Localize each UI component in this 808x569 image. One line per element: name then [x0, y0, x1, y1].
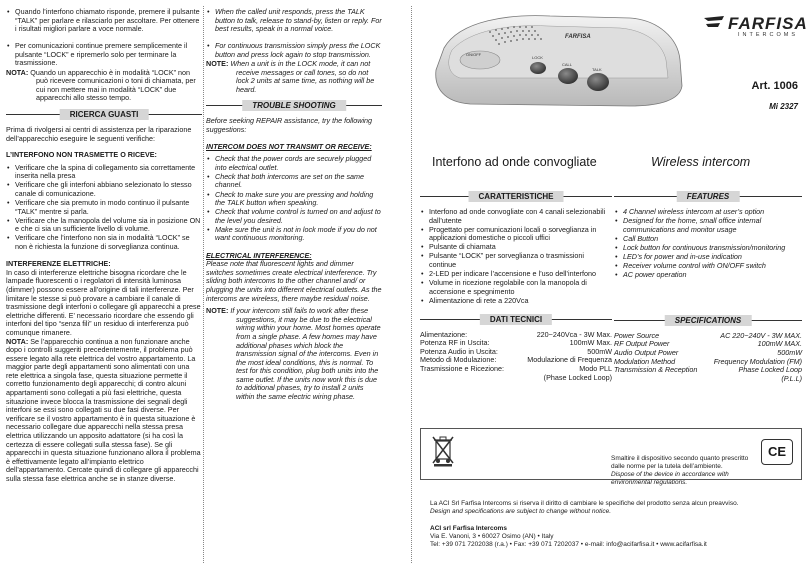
list-item: • Pulsante di chiamata	[420, 243, 612, 252]
logo-text: FARFISA	[728, 14, 808, 33]
usage-list-en	[206, 8, 382, 34]
spec-value: (Phase Locked Loop)	[543, 372, 612, 382]
checks-list-en	[206, 155, 382, 243]
table-row	[614, 375, 802, 384]
note-en	[206, 60, 382, 94]
specs-table-en	[614, 332, 802, 384]
list-item: • Per comunicazioni continue premere semplicemente il pulsante “LOCK” e ripremerlo solo per terminare la trasmissione.	[6, 42, 202, 68]
section-title: CARATTERISTICHE	[469, 191, 564, 202]
section-band-features-it	[420, 191, 612, 202]
note-text: Quando un apparecchio è in modalità “LOCK” non può ricevere comunicazioni o toni di chiamata, per cui non mettere mai in modalità “LOCK” due apparecchi allo stesso tempo.	[30, 67, 196, 103]
list-item: • For continuous transmission simply press the LOCK button and press lock again to stop transmission.	[206, 42, 382, 59]
usage-list-it-2	[6, 42, 202, 68]
column-divider	[203, 6, 204, 563]
section-band-specs-en	[614, 315, 802, 326]
section-title: FEATURES	[677, 191, 740, 202]
troubleshooting-intro-en: Before seeking REPAIR assistance, try the following suggestions:	[206, 116, 373, 134]
english-instructions-column	[206, 8, 382, 402]
section-title: TROUBLE SHOOTING	[242, 100, 346, 111]
spec-value: 100mW MAX.	[757, 339, 802, 349]
farfisa-logo	[702, 12, 808, 42]
ce-mark-icon: CE	[761, 439, 793, 465]
list-item: • Verificare che l’interfono non sia in modalità “LOCK” se non è richiesta la funzione di sorveglianza continua.	[6, 234, 202, 251]
product-title-en: Wireless intercom	[651, 155, 751, 169]
features-specs-en	[614, 185, 802, 383]
list-item: • Progettato per comunicazioni locali o sorveglianza in applicazioni domestiche o piccoli uffici	[420, 226, 612, 243]
list-item: • Check that both intercoms are set on the same channel.	[206, 173, 382, 190]
list-item: • Verificare che la manopola del volume sia in posizione ON e che ci sia un sufficiente livello di volume.	[6, 217, 202, 234]
spec-value: AC 220~240V - 3W MAX.	[720, 330, 802, 340]
spec-value: Modulazione di Frequenza	[527, 355, 612, 365]
company-address	[430, 525, 802, 549]
article-number: Art. 1006	[751, 80, 798, 92]
note-it	[6, 69, 202, 103]
spec-label: Potenza RF in Uscita:	[420, 338, 490, 348]
lock-button-illustration	[530, 62, 546, 74]
note-label: NOTA:	[6, 67, 29, 77]
list-item: • Check that volume control is turned on and adjust to the level you desired.	[206, 208, 382, 225]
list-item: • Interfono ad onde convogliate con 4 canali selezionabili dall’utente	[420, 208, 612, 225]
spec-value: Frequency Modulation (FM)	[713, 356, 802, 366]
section-band-troubleshooting-en	[206, 100, 382, 111]
list-item: • Pulsante “LOCK” per sorveglianza o trasmissioni continue	[420, 252, 612, 269]
section-title: SPECIFICATIONS	[665, 315, 752, 326]
list-item: • 2-LED per indicare l’accensione e l’uso dell’interfono	[420, 270, 612, 279]
list-item: • LED’s for power and in-use indication	[614, 253, 802, 262]
subheading-no-transmit-en: INTERCOM DOES NOT TRANSMIT OR RECEIVE:	[206, 141, 372, 151]
spec-value: 500mW	[587, 346, 612, 356]
italian-instructions-column	[6, 8, 202, 484]
intercom-device-illustration	[430, 8, 690, 108]
list-item: • Quando l’interfono chiamato risponde, premere il pulsante “TALK” per parlare e rilasciarlo per ascoltare. Per ottenere i risultati migliori parlare a voce normale.	[6, 8, 202, 34]
list-item: • When the called unit responds, press the TALK button to talk, release to stand-by, listen or reply. For best results, speak in a normal voice.	[206, 8, 382, 34]
spec-label: Trasmissione e Ricezione:	[420, 363, 505, 373]
rights-text-it: La ACI Srl Farfisa Intercoms si riserva il diritto di cambiare le specifiche del prodotto senza alcun preavviso.	[430, 500, 739, 507]
column-divider	[411, 6, 412, 563]
note-text: When a unit is in the LOCK mode, it can not receive messages or call tones, so do not lock 2 units at same time, as nothing will be heard.	[230, 58, 375, 94]
checks-list-it	[6, 164, 202, 252]
spec-label	[614, 375, 705, 384]
usage-list-en-2	[206, 42, 382, 59]
disposal-text	[431, 455, 751, 487]
note-label: NOTE:	[206, 58, 229, 68]
spec-label: Power Source	[614, 330, 660, 340]
note-label: NOTE:	[206, 306, 229, 316]
logo-mark-icon	[702, 14, 726, 32]
section-band-troubleshooting-it	[6, 109, 202, 120]
features-list-en	[614, 208, 802, 280]
talk-button-illustration	[587, 73, 609, 91]
table-row	[614, 366, 802, 375]
device-label: CALL	[562, 62, 573, 67]
list-item: • Designed for the home, small office internal communications and monitor usage	[614, 217, 802, 234]
logo-subtext: INTERCOMS	[738, 32, 798, 38]
note2-en	[206, 307, 382, 402]
list-item: • Receiver volume control with ON/OFF switch	[614, 262, 802, 271]
spec-label: Potenza Audio in Uscita:	[420, 346, 498, 356]
device-label: ON/OFF	[466, 52, 482, 57]
spec-value: (P.L.L)	[781, 373, 802, 383]
rights-notice	[430, 500, 802, 516]
list-item: • Verificare che la spina di collegamento sia correttamente inserita nella presa	[6, 164, 202, 181]
section-band-features-en	[614, 191, 802, 202]
company-street: Via E. Vanoni, 3 • 60027 Osimo (AN) • Italy	[430, 533, 554, 540]
list-item: • Lock button for continuous transmission/monitoring	[614, 244, 802, 253]
note2-it	[6, 338, 202, 484]
spec-value: Modo PLL	[579, 363, 612, 373]
disposal-notice-box	[420, 428, 802, 486]
note-text: Se l’apparecchio continua a non funzionare anche dopo i controlli suggeriti precedentemente, il problema può essere legato alla rete elettrica del vostro appartamento. La maggior parte degli appartamenti sono alimentati con una rete elettrica a singola fase, questa situazione permette il corretto funzionamento degli apparecchi; di contro alcuni appartamenti sono collegati a più fasi elettriche, questa situazione invece blocca la trasmissione dei segnali degli interfoni se essi sono collegati su due fasi diverse. Per verificare se il vostro appartamento è in questa situazione è necessario collegare due apparecchi nella stessa presa elettrica utilizzando un apposito adattatore (si ha così la certezza di essere collegati sulla stessa fase). Se gli apparecchi in questa situazione funzionano allora il problema è effettivamente legato all’impianto elettrico dell’appartamento. Cercate quindi di collegare gli apparecchi sulla stessa fase elettrica anche se in stanze diverse.	[6, 336, 201, 483]
spec-label: Alimentazione:	[420, 329, 468, 339]
usage-list-it	[6, 8, 202, 34]
company-contacts: Tel: +39 071 7202038 (r.a.) • Fax: +39 071 7202037 • e-mail: info@acifarfisa.it • www.acifarfisa.it	[430, 541, 707, 548]
note-label: NOTA:	[6, 336, 29, 346]
features-specs-it	[420, 185, 612, 382]
table-row	[420, 374, 612, 383]
section-title: RICERCA GUASTI	[60, 109, 149, 120]
features-list-it	[420, 208, 612, 306]
list-item: • Alimentazione di rete a 220Vca	[420, 297, 612, 306]
spec-label: Transmission & Reception	[614, 365, 698, 375]
spec-label: Modulation Method	[614, 356, 676, 366]
spec-value: 100mW Max.	[569, 338, 612, 348]
rights-text-en: Design and specifications are subject to change without notice.	[430, 508, 612, 515]
spec-label: Audio Output Power	[614, 347, 679, 357]
interference-text-en: Please note that fluorescent lights and dimmer switches sometimes create electrical interference. Try sliding both intercoms to the other channel and/ or plugging the units into different electrical outlets. As the intercoms are wireless, there maybe residual noise.	[206, 259, 382, 303]
section-title: DATI TECNICI	[480, 314, 552, 325]
device-label: LOCK	[532, 55, 543, 60]
list-item: • 4 Channel wireless intercom at user’s option	[614, 208, 802, 217]
device-label: TALK	[592, 67, 602, 72]
list-item: • Verificare che gli interfoni abbiano selezionato lo stesso canale di comunicazione.	[6, 181, 202, 198]
spec-value: Phase Locked Loop	[738, 365, 802, 375]
specs-table-it	[420, 331, 612, 383]
list-item: • Volume in ricezione regolabile con la manopola di accensione e spegnimento	[420, 279, 612, 296]
spec-label: Metodo di Modulazione:	[420, 355, 497, 365]
section-band-specs-it	[420, 314, 612, 325]
call-button-illustration	[558, 68, 578, 84]
subheading-no-transmit-it: L’INTERFONO NON TRASMETTE O RICEVE:	[6, 150, 157, 160]
company-name: ACI srl Farfisa Intercoms	[430, 525, 507, 532]
list-item: • AC power operation	[614, 271, 802, 280]
spec-label: RF Output Power	[614, 339, 670, 349]
model-number: Mi 2327	[769, 102, 798, 111]
troubleshooting-intro-it: Prima di rivolgersi ai centri di assistenza per la riparazione dell’apparecchio eseguire le seguenti verifiche:	[6, 124, 192, 143]
product-title-it: Interfono ad onde convogliate	[432, 155, 597, 169]
list-item: • Check to make sure you are pressing and holding the TALK button when speaking.	[206, 191, 382, 208]
spec-value: 500mW	[777, 347, 802, 357]
spec-value: 220~240Vca - 3W Max.	[536, 329, 612, 339]
list-item: • Check that the power cords are securely plugged into electrical outlet.	[206, 155, 382, 172]
subheading-interference-it: INTERFERENZE ELETTRICHE:	[6, 259, 111, 269]
list-item: • Call Button	[614, 235, 802, 244]
device-brand: FARFISA	[565, 34, 591, 40]
disposal-text-it: Smaltire il dispositivo secondo quanto prescritto dalle norme per la tutela dell’ambiente.	[611, 455, 749, 470]
note-text: If your intercom still fails to work after these suggestions, it may be due to the electrical wiring within your home. Most homes operate from a single phase. A few homes may have additional phases which block the transmission signal of the intercoms. Even in the most ideal conditions, this is normal. To test for this condition, plug both units into the same outlet. If the units now work this is due to additional phases, try to install 2 units within the same electric wiring phase.	[230, 306, 381, 402]
list-item: • Make sure the unit is not in lock mode if you do not want continuous monitoring.	[206, 226, 382, 243]
disposal-text-en: Dispose of the device in accordance with environmental regulations.	[611, 471, 729, 486]
subheading-interference-en: ELECTRICAL INTERFERENCE:	[206, 250, 312, 260]
spec-label	[420, 374, 516, 383]
list-item: • Verificare che sia premuto in modo continuo il pulsante “TALK” mentre si parla.	[6, 199, 202, 216]
interference-text-it: In caso di interferenze elettriche bisogna ricordare che le lampade fluorescenti o i regolatori di intensità luminosa (dimmer) possono essere all’origine di tali interferenze. Per limitare le stesse si può provare a cambiare il canale di trasmissione degli interfoni o collegare gli apparecchi a prese elettriche differenti. E’ necessario ricordare che essendo gli interfoni del tipo “senza fili” un residuo di interferenza può comunque rimanere.	[6, 267, 201, 337]
